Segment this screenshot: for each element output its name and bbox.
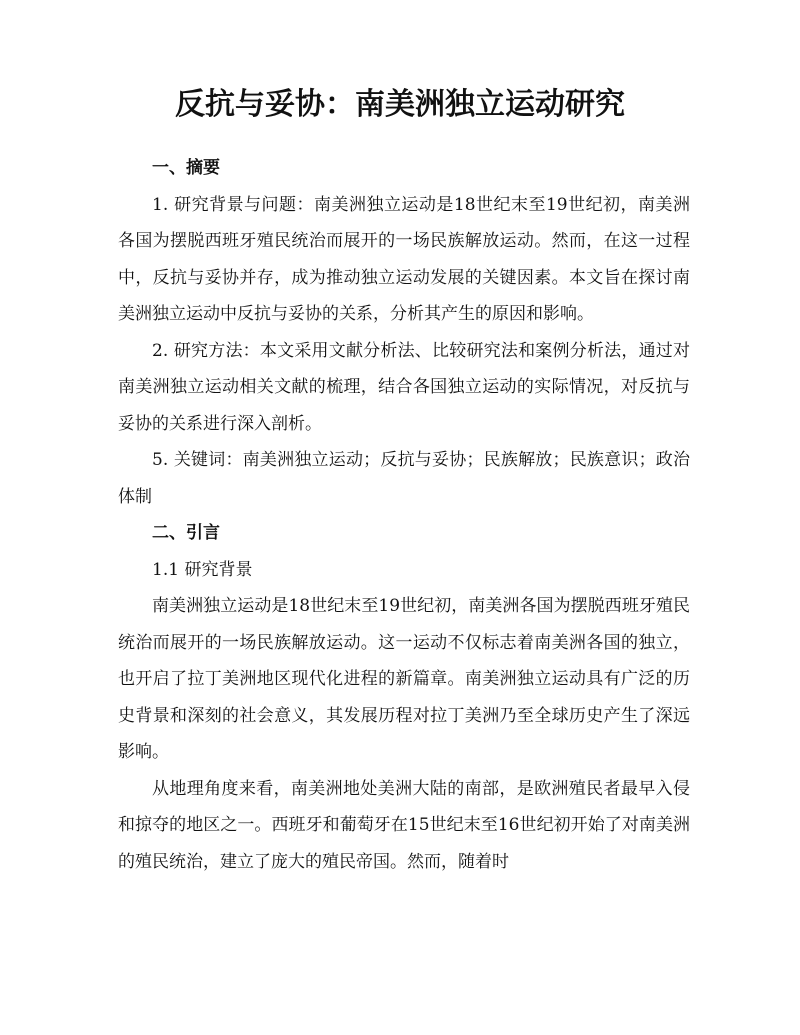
abstract-paragraph-methods: 2. 研究方法：本文采用文献分析法、比较研究法和案例分析法，通过对南美洲独立运动相关文献的梳理，结合各国独立运动的实际情况，对反抗与妥协的关系进行深入剖析。 xyxy=(118,340,690,434)
introduction-subheading-background: 1.1 研究背景 xyxy=(152,559,253,580)
introduction-heading: 二、引言 xyxy=(152,523,220,543)
abstract-paragraph-keywords: 5. 关键词：南美洲独立运动；反抗与妥协；民族解放；民族意识；政治体制 xyxy=(118,450,690,507)
abstract-heading: 一、摘要 xyxy=(152,158,220,178)
introduction-paragraph-2: 从地理角度来看，南美洲地处美洲大陆的南部，是欧洲殖民者最早入侵和掠夺的地区之一。西班牙和葡萄牙在15世纪末至16世纪初开始了对南美洲的殖民统治，建立了庞大的殖民帝国。然而，随着时 xyxy=(118,778,690,872)
document-title: 反抗与妥协：南美洲独立运动研究 xyxy=(175,87,625,122)
abstract-paragraph-background: 1. 研究背景与问题：南美洲独立运动是18世纪末至19世纪初，南美洲各国为摆脱西班牙殖民统治而展开的一场民族解放运动。然而，在这一过程中，反抗与妥协并存，成为推动独立运动发展的关键因素。本文旨在探讨南美洲独立运动中反抗与妥协的关系，分析其产生的原因和影响。 xyxy=(118,194,690,324)
introduction-paragraph-1: 南美洲独立运动是18世纪末至19世纪初，南美洲各国为摆脱西班牙殖民统治而展开的一场民族解放运动。这一运动不仅标志着南美洲各国的独立，也开启了拉丁美洲地区现代化进程的新篇章。南美洲独立运动具有广泛的历史背景和深刻的社会意义，其发展历程对拉丁美洲乃至全球历史产生了深远影响。 xyxy=(118,596,690,762)
document-body xyxy=(118,150,690,880)
